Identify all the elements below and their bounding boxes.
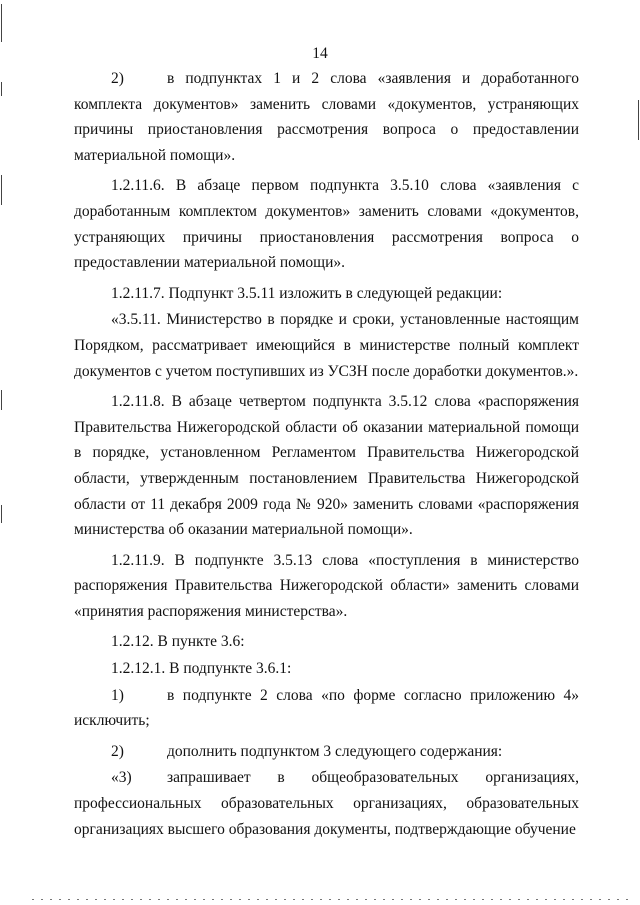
paragraph: 1.2.12.1. В подпункте 3.6.1: xyxy=(111,660,292,678)
scan-edge-mark-left xyxy=(1,82,2,96)
page-number: 14 xyxy=(312,45,328,62)
scan-bottom-edge xyxy=(32,899,632,900)
scan-edge-mark-right xyxy=(638,100,639,140)
list-item-paragraph xyxy=(74,683,579,734)
list-marker: 2) xyxy=(111,70,124,87)
scan-edge-mark-left xyxy=(1,4,2,42)
paragraph: 1.2.11.6. В абзаце первом подпункта 3.5.10 слова «заявления с доработанным комплектом документов» заменить словами «документов, устраняющих причины приостановления рассмотрения вопроса о предоставлении материальной помощи». xyxy=(74,177,579,272)
scan-edge-mark-left xyxy=(1,505,2,523)
paragraph: «3.5.11. Министерство в порядке и сроки, установленные настоящим Порядком, рассматривает имеющийся в министерстве полный комплект документов с учетом поступивших из УСЗН после доработки документов.». xyxy=(74,311,579,380)
list-item-paragraph xyxy=(74,765,579,842)
paragraph-text: запрашивает в общеобразовательных организациях, профессиональных образовательных организациях, образовательных организациях высшего образования документы, подтверждающие обучение xyxy=(74,769,579,838)
list-marker: 2) xyxy=(111,742,124,760)
paragraph: 1.2.12. В пункте 3.6: xyxy=(111,633,245,651)
paragraph-text: в подпунктах 1 и 2 слова «заявления и доработанного комплекта документов» заменить словами «документов, устраняющих причины приостановления рассмотрения вопроса о предоставлении материальной помощи». xyxy=(74,70,579,164)
list-item-paragraph xyxy=(74,739,579,765)
paragraph-text: в подпункте 2 слова «по форме согласно приложению 4» исключить; xyxy=(74,686,579,730)
paragraph: 1.2.11.9. В подпункте 3.5.13 слова «поступления в министерство распоряжения Правительства Нижегородской области» заменить словами «принятия распоряжения министерства». xyxy=(74,551,579,620)
paragraph-text: дополнить подпунктом 3 следующего содержания: xyxy=(167,742,503,760)
document-body xyxy=(74,66,579,847)
paragraph: 1.2.11.8. В абзаце четвертом подпункта 3.5.12 слова «распоряжения Правительства Нижегородской области об оказании материальной помощи в порядке, установленном Регламентом Правительства Нижегородской области, утвержденным постановлением Правительства Нижегородской области от 11 декабря 2009 года № 920» заменить словами «распоряжения министерства об оказании материальной помощи». xyxy=(74,393,579,539)
list-marker: 1) xyxy=(111,686,124,704)
scan-edge-mark-left xyxy=(1,390,2,410)
list-item-paragraph xyxy=(74,66,579,168)
scan-edge-mark-left xyxy=(1,175,2,205)
paragraph: 1.2.11.7. Подпункт 3.5.11 изложить в следующей редакции: xyxy=(111,284,503,302)
list-marker: «3) xyxy=(111,769,132,787)
